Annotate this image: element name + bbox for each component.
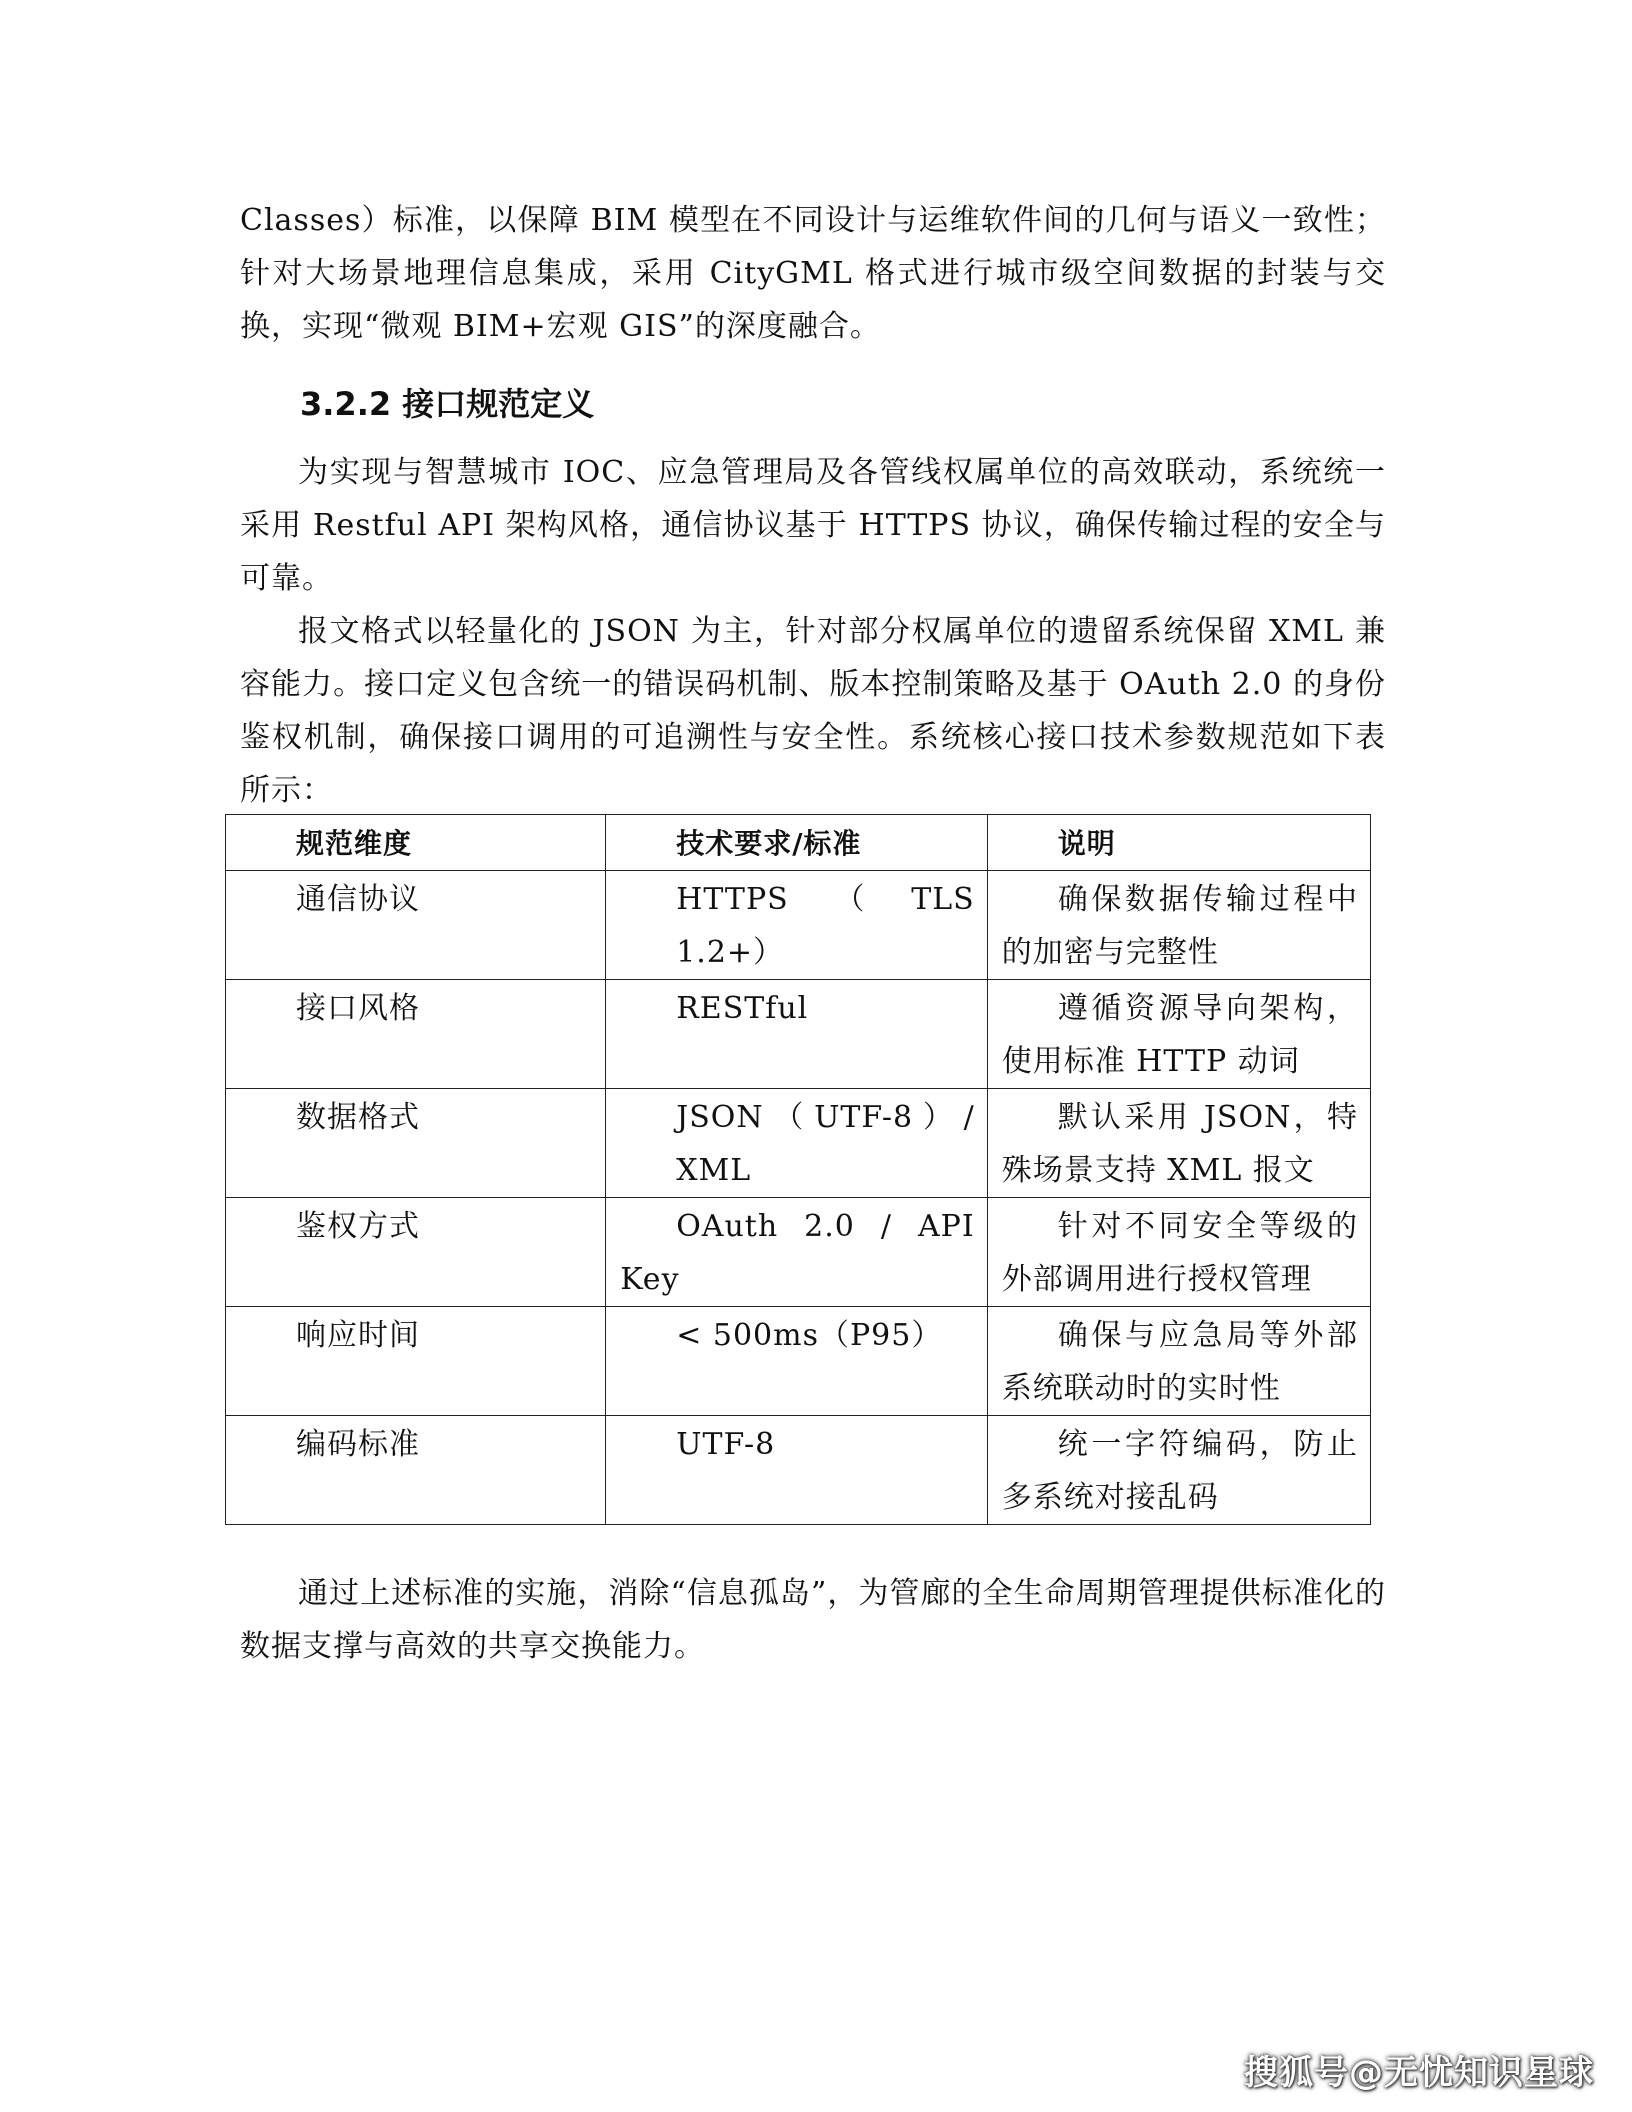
closing-paragraph: 通过上述标准的实施，消除“信息孤岛”，为管廊的全生命周期管理提供标准化的数据支撑与高效的共享交换能力。 xyxy=(240,1576,1386,1664)
section-heading: 3.2.2 接口规范定义 xyxy=(300,385,595,423)
table-header-row xyxy=(226,815,1371,871)
intro-continuation-paragraph: Classes）标准，以保障 BIM 模型在不同设计与运维软件间的几何与语义一致性；针对大场景地理信息集成，采用 CityGML 格式进行城市级空间数据的封装与交换，实现“微观 BIM+宏观 GIS”的深度融合。 xyxy=(240,203,1386,344)
table-cell: OAuth 2.0 / API Key xyxy=(606,1198,988,1307)
table-cell: UTF-8 xyxy=(606,1416,988,1525)
table-cell: 鉴权方式 xyxy=(226,1198,606,1307)
interface-spec-table xyxy=(225,814,1371,1525)
table-row xyxy=(226,1089,1371,1198)
table-header-cell: 技术要求/标准 xyxy=(606,815,988,871)
table-cell: 遵循资源导向架构，使用标准 HTTP 动词 xyxy=(987,980,1370,1089)
table-cell: 数据格式 xyxy=(226,1089,606,1198)
table-cell: 响应时间 xyxy=(226,1307,606,1416)
table-cell: 默认采用 JSON，特殊场景支持 XML 报文 xyxy=(987,1089,1370,1198)
table-cell: 针对不同安全等级的外部调用进行授权管理 xyxy=(987,1198,1370,1307)
table-header-cell: 说明 xyxy=(987,815,1370,871)
table-cell: JSON（UTF-8）/ XML xyxy=(606,1089,988,1198)
table-row xyxy=(226,980,1371,1089)
table-cell: 通信协议 xyxy=(226,871,606,980)
table-cell: 统一字符编码，防止多系统对接乱码 xyxy=(987,1416,1370,1525)
table-row xyxy=(226,871,1371,980)
paragraph-1: 为实现与智慧城市 IOC、应急管理局及各管线权属单位的高效联动，系统统一采用 Restful API 架构风格，通信协议基于 HTTPS 协议，确保传输过程的安全与可靠。 xyxy=(240,455,1386,596)
table-cell: 编码标准 xyxy=(226,1416,606,1525)
table-cell: 接口风格 xyxy=(226,980,606,1089)
paragraph-2: 报文格式以轻量化的 JSON 为主，针对部分权属单位的遗留系统保留 XML 兼容能力。接口定义包含统一的错误码机制、版本控制策略及基于 OAuth 2.0 的身份鉴权机制，确保接口调用的可追溯性与安全性。系统核心接口技术参数规范如下表所示： xyxy=(240,614,1386,808)
table-cell: 确保数据传输过程中的加密与完整性 xyxy=(987,871,1370,980)
table-row xyxy=(226,1416,1371,1525)
table-row xyxy=(226,1307,1371,1416)
table-header-cell: 规范维度 xyxy=(226,815,606,871)
table-cell: 确保与应急局等外部系统联动时的实时性 xyxy=(987,1307,1370,1416)
watermark: 搜狐号@无忧知识星球 xyxy=(1244,2053,1594,2093)
table-cell: < 500ms（P95） xyxy=(606,1307,988,1416)
table-cell: RESTful xyxy=(606,980,988,1089)
table-row xyxy=(226,1198,1371,1307)
table-cell: HTTPS（TLS 1.2+） xyxy=(606,871,988,980)
